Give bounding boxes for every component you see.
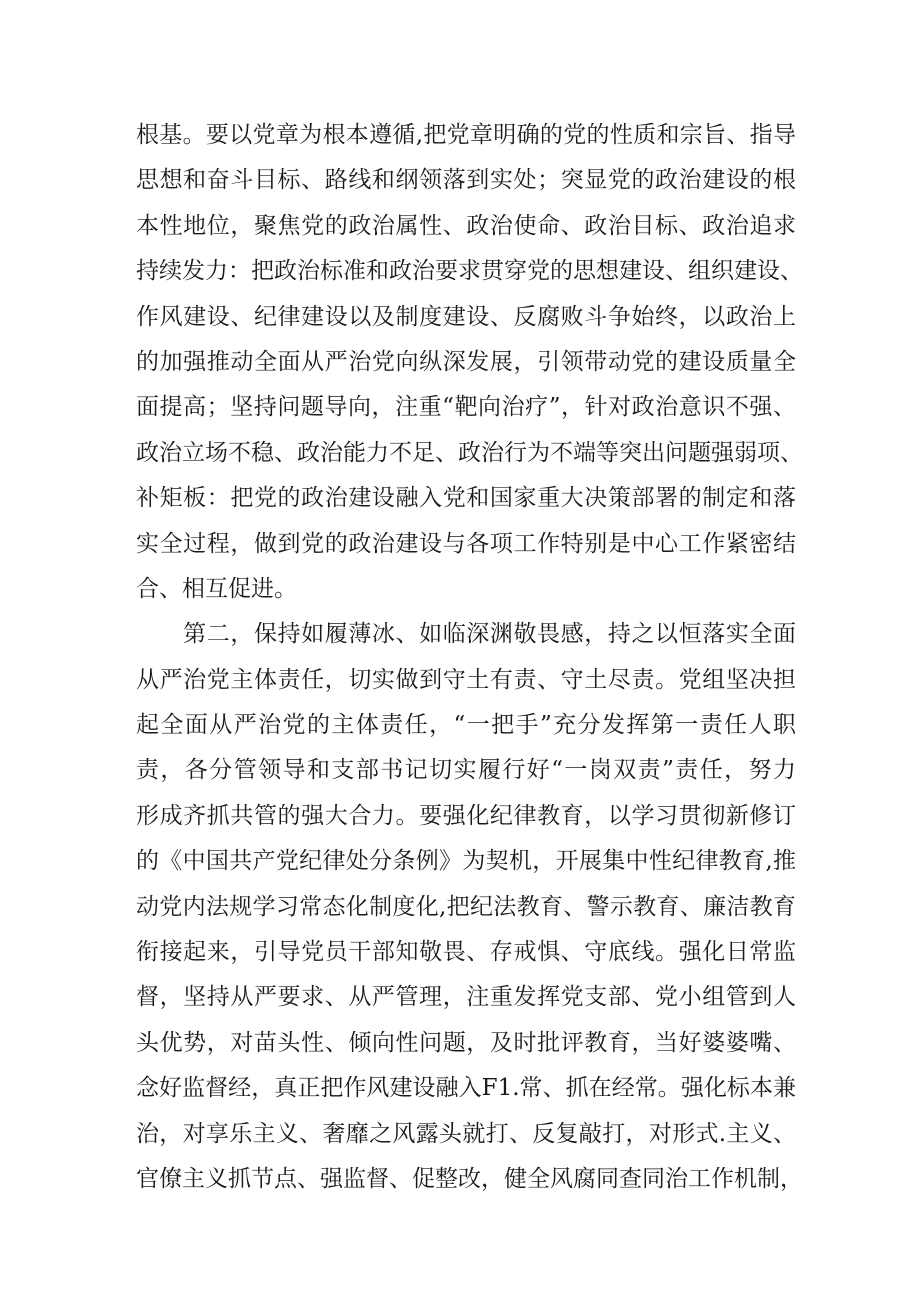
paragraph-line: 动党内法规学习常态化制度化,把纪法教育、警示教育、廉洁教育 [136, 893, 796, 920]
document-body [136, 113, 803, 1202]
paragraph-line: 根基。要以党章为根本遵循,把党章明确的党的性质和宗旨、指导 [136, 122, 796, 148]
paragraph-line: 形成齐抓共管的强大合力。要强化纪律教育，以学习贯彻新修订 [136, 802, 796, 829]
paragraph-line: 补矩板：把党的政治建设融入党和国家重大决策部署的制定和落 [136, 485, 796, 512]
paragraph-line: 头优势，对苗头性、倾向性问题，及时批评教育，当好婆婆嘴、 [136, 1029, 796, 1056]
paragraph-line: 念好监督经，真正把作风建设融入F1.常、抓在经常。强化标本兼 [136, 1075, 796, 1102]
paragraph-line: 的加强推动全面从严治党向纵深发展，引领带动党的建设质量全 [136, 348, 796, 375]
paragraph-line: 本性地位，聚焦党的政治属性、政治使命、政治目标、政治追求 [136, 212, 796, 239]
paragraph-line: 政治立场不稳、政治能力不足、政治行为不端等突出问题强弱项、 [136, 439, 803, 466]
paragraph-line: 责，各分管领导和支部书记切实履行好“一岗双责”责任，努力 [136, 757, 796, 784]
paragraph-line: 官僚主义抓节点、强监督、促整改，健全风腐同查同治工作机制， [136, 1165, 803, 1192]
paragraph-line: 起全面从严治党的主体责任，“一把手”充分发挥第一责任人职 [136, 712, 796, 739]
paragraph-line: 治，对享乐主义、奢靡之风露头就打、反复敲打，对形式.主义、 [136, 1120, 796, 1147]
paragraph-line: 从严治党主体责任，切实做到守土有责、守土尽责。党组坚决担 [136, 666, 796, 693]
paragraph-line: 持续发力：把政治标准和政治要求贯穿党的思想建设、组织建设、 [136, 258, 803, 285]
paragraph-line: 作风建设、纪律建设以及制度建设、反腐败斗争始终，以政治上 [136, 303, 796, 330]
paragraph-line: 的《中国共产党纪律处分条例》为契机，开展集中性纪律教育,推 [136, 848, 796, 875]
paragraph-line: 思想和奋斗目标、路线和纲领落到实处；突显党的政治建设的根 [136, 167, 796, 194]
paragraph-first-line: 第二，保持如履薄冰、如临深渊敬畏感，持之以恒落实全面 [136, 621, 796, 648]
paragraph-last-line: 合、相互促进。 [136, 575, 297, 602]
paragraph-line: 衔接起来，引导党员干部知敬畏、存戒惧、守底线。强化日常监 [136, 939, 796, 966]
paragraph-line: 面提高；坚持问题导向，注重“靶向治疗”，针对政治意识不强、 [136, 394, 796, 421]
paragraph-line: 实全过程，做到党的政治建设与各项工作特别是中心工作紧密结 [136, 530, 796, 557]
paragraph-line: 督，坚持从严要求、从严管理，注重发挥党支部、党小组管到人 [136, 984, 796, 1011]
